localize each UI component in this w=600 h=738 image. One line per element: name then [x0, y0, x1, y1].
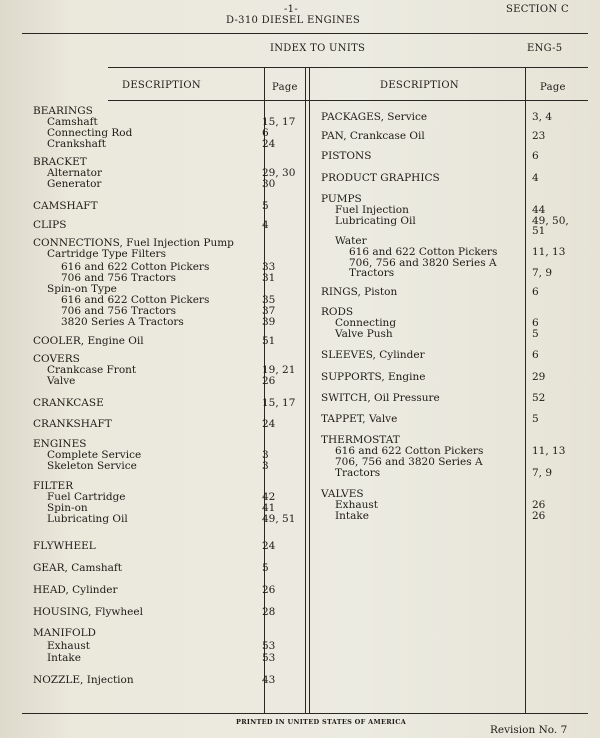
left-entry-label: COOLER, Engine Oil [33, 335, 144, 347]
right-description-header: DESCRIPTION [380, 80, 459, 91]
right-entry-label: Exhaust [335, 499, 378, 511]
left-entry-label: GEAR, Camshaft [33, 562, 122, 574]
left-entry-label: Alternator [47, 167, 102, 179]
right-entry-label: TAPPET, Valve [321, 413, 398, 425]
right-entry-label: VALVES [321, 488, 364, 500]
right-entry-page: 6 [532, 317, 539, 329]
right-entry-page: 49, 50, [532, 215, 569, 227]
right-entry-label: RINGS, Piston [321, 286, 398, 298]
left-entry-page: 49, 51 [262, 513, 296, 525]
left-entry-page: 53 [262, 652, 276, 664]
left-entry-label: CAMSHAFT [33, 200, 98, 212]
left-entry-page: 3 [262, 449, 269, 461]
left-entry-page: 53 [262, 640, 276, 652]
document-code: ENG-5 [527, 43, 563, 54]
right-entry-page: 5 [532, 328, 539, 340]
left-entry-label: 616 and 622 Cotton Pickers [61, 261, 210, 273]
left-entry-label: 616 and 622 Cotton Pickers [61, 294, 210, 306]
left-entry-label: Intake [47, 652, 81, 664]
right-entry-label: Lubricating Oil [335, 215, 416, 227]
left-entry-label: Complete Service [47, 449, 142, 461]
left-entry-page: 39 [262, 316, 276, 328]
left-entry-label: Spin-on [47, 502, 88, 514]
left-entry-page: 37 [262, 305, 276, 317]
right-entry-label: THERMOSTAT [321, 434, 400, 446]
right-entry-label: 616 and 622 Cotton Pickers [349, 246, 498, 258]
right-entry-label: SWITCH, Oil Pressure [321, 392, 440, 404]
left-entry-label: Camshaft [47, 116, 98, 128]
right-entry-label: Tractors [349, 267, 395, 279]
revision-label: Revision No. 7 [490, 724, 568, 736]
left-entry-page: 24 [262, 540, 276, 552]
right-entry-label: PAN, Crankcase Oil [321, 130, 425, 142]
left-entry-page: 28 [262, 606, 276, 618]
left-entry-label: COVERS [33, 353, 80, 365]
left-entry-page: 19, 21 [262, 364, 296, 376]
right-entry-label: 706, 756 and 3820 Series A [335, 456, 483, 468]
left-entry-label: FILTER [33, 480, 74, 492]
left-entry-page: 42 [262, 491, 276, 503]
left-entry-page: 4 [262, 219, 269, 231]
right-entry-page: 6 [532, 150, 539, 162]
right-entry-page: 29 [532, 371, 546, 383]
left-entry-label: ENGINES [33, 438, 87, 450]
left-entry-page: 5 [262, 562, 269, 574]
section-label: SECTION C [506, 4, 569, 15]
right-entry-page: 4 [532, 172, 539, 184]
center-divider-b [309, 67, 310, 713]
right-entry-label: Intake [335, 510, 369, 522]
right-entry-label: PISTONS [321, 150, 372, 162]
left-entry-page: 43 [262, 674, 276, 686]
right-entry-label: 706, 756 and 3820 Series A [349, 257, 497, 269]
left-entry-label: CRANKCASE [33, 397, 104, 409]
left-entry-label: HEAD, Cylinder [33, 584, 118, 596]
left-entry-label: Skeleton Service [47, 460, 137, 472]
left-entry-page: 15, 17 [262, 397, 296, 409]
right-entry-label: Valve Push [335, 328, 393, 340]
left-entry-page: 24 [262, 418, 276, 430]
left-entry-page: 3 [262, 460, 269, 472]
left-entry-label: BRACKET [33, 156, 87, 168]
left-entry-label: 3820 Series A Tractors [61, 316, 184, 328]
right-entry-page: 51 [532, 225, 546, 237]
left-entry-label: Spin-on Type [47, 283, 117, 295]
right-entry-label: Connecting [335, 317, 397, 329]
right-entry-label: PACKAGES, Service [321, 111, 428, 123]
left-entry-label: CONNECTIONS, Fuel Injection Pump [33, 237, 234, 249]
right-entry-page: 7, 9 [532, 267, 553, 279]
left-entry-label: BEARINGS [33, 105, 93, 117]
right-entry-page: 23 [532, 130, 546, 142]
center-divider-a [305, 67, 306, 713]
right-page-column-divider [525, 67, 526, 713]
left-entry-label: Cartridge Type Filters [47, 248, 166, 260]
document-title: D-310 DIESEL ENGINES [226, 15, 360, 26]
right-entry-page: 11, 13 [532, 246, 566, 258]
left-entry-label: Generator [47, 178, 102, 190]
left-entry-label: Valve [47, 375, 76, 387]
left-entry-label: CRANKSHAFT [33, 418, 112, 430]
left-entry-label: Lubricating Oil [47, 513, 128, 525]
index-title: INDEX TO UNITS [270, 43, 366, 54]
left-entry-page: 6 [262, 127, 269, 139]
printed-notice: PRINTED IN UNITED STATES OF AMERICA [236, 718, 407, 726]
left-page-header: Page [272, 82, 298, 93]
table-bottom-rule [22, 713, 588, 714]
left-entry-page: 31 [262, 272, 276, 284]
right-entry-page: 6 [532, 286, 539, 298]
left-entry-label: MANIFOLD [33, 627, 96, 639]
left-entry-page: 41 [262, 502, 276, 514]
left-entry-label: CLIPS [33, 219, 67, 231]
right-entry-label: Fuel Injection [335, 204, 409, 216]
right-entry-label: Water [335, 235, 367, 247]
left-entry-page: 24 [262, 138, 276, 150]
left-entry-page: 30 [262, 178, 276, 190]
right-page-header: Page [540, 82, 566, 93]
left-entry-label: 706 and 756 Tractors [61, 272, 176, 284]
page-number: -1- [284, 4, 299, 15]
left-entry-label: NOZZLE, Injection [33, 674, 134, 686]
left-entry-page: 33 [262, 261, 276, 273]
right-entry-label: SUPPORTS, Engine [321, 371, 426, 383]
header-rule [22, 33, 588, 34]
left-entry-page: 35 [262, 294, 276, 306]
right-entry-page: 52 [532, 392, 546, 404]
right-entry-label: 616 and 622 Cotton Pickers [335, 445, 484, 457]
left-entry-label: Fuel Cartridge [47, 491, 126, 503]
right-entry-page: 6 [532, 349, 539, 361]
table-top-rule [108, 67, 588, 68]
right-entry-page: 11, 13 [532, 445, 566, 457]
right-entry-page: 26 [532, 510, 546, 522]
right-entry-page: 5 [532, 413, 539, 425]
left-entry-page: 26 [262, 375, 276, 387]
table-header-rule [108, 100, 588, 101]
left-entry-page: 5 [262, 200, 269, 212]
right-entry-page: 7, 9 [532, 467, 553, 479]
right-entry-page: 3, 4 [532, 111, 553, 123]
right-entry-label: PRODUCT GRAPHICS [321, 172, 440, 184]
left-entry-label: Connecting Rod [47, 127, 133, 139]
left-entry-label: FLYWHEEL [33, 540, 96, 552]
right-entry-label: PUMPS [321, 193, 362, 205]
left-entry-page: 15, 17 [262, 116, 296, 128]
left-entry-page: 51 [262, 335, 276, 347]
right-entry-page: 26 [532, 499, 546, 511]
left-entry-label: Crankshaft [47, 138, 106, 150]
left-description-header: DESCRIPTION [122, 80, 201, 91]
right-entry-label: Tractors [335, 467, 381, 479]
right-entry-page: 44 [532, 204, 546, 216]
left-entry-page: 29, 30 [262, 167, 296, 179]
left-entry-label: Crankcase Front [47, 364, 137, 376]
left-entry-label: Exhaust [47, 640, 90, 652]
right-entry-label: SLEEVES, Cylinder [321, 349, 425, 361]
left-entry-page: 26 [262, 584, 276, 596]
right-entry-label: RODS [321, 306, 354, 318]
left-entry-label: 706 and 756 Tractors [61, 305, 176, 317]
left-entry-label: HOUSING, Flywheel [33, 606, 143, 618]
